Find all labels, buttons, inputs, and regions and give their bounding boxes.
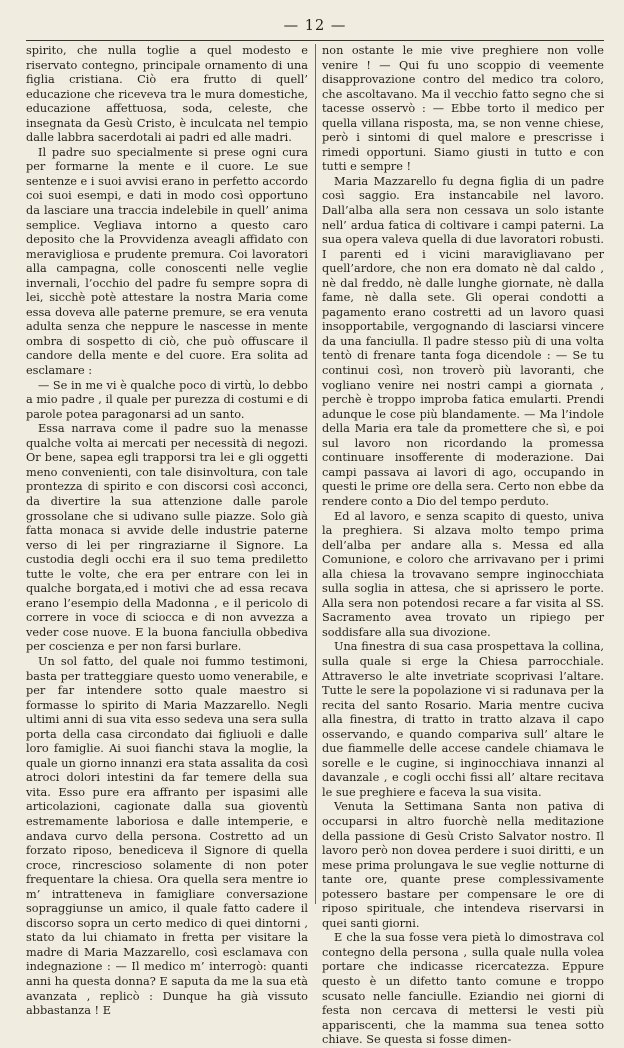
paragraph: Maria Mazzarello fu degna figlia di un padre così saggio. Era instancabile nel lavoro. Dall’alba alla sera non cessava un solo istante nell’ ardua fatica di coltivare i campi paterni. La sua opera valeva quella di due lavoratori robusti. I parenti ed i vicini maravigliavano per quell’ardore, che non era domato nè dal caldo , nè dal freddo, nè dalle lunghe giornate, nè dalla fame, nè dalla sete. Gli operai condotti a pagamento erano costretti ad un lavoro quasi insopportabile, vergognando di lasciarsi vincere da una fanciulla. Il padre stesso più di una volta tentò di frenare tanta foga dicendole : — Se tu continui così, non troverò più lavoranti, che vogliano venire nei nostri campi a giornata , perchè è troppo improba fatica emularti. Prendi adunque le cose più blandamente. — Ma l’indole della Maria era tale da promettere che sì, e poi sul lavoro non ricordando la promessa continuare insofferente di moderazione. Dai campi passava ai lavori di ago, occupando in questi le prime ore della sera. Certo non ebbe da rendere conto a Dio del tempo perduto. (322, 174, 604, 508)
paragraph: Essa narrava come il padre suo la menasse qualche volta ai mercati per necessità di negozi. Or bene, sapea egli trapporsi tra lei e gli oggetti meno convenienti, con tale disinvoltura, con tale prontezza di spirito e con discorsi così acconci, da divertire la sua attenzione dalle parole grossolane che si udivano sulle piazze. Solo già fatta monaca si avvide delle industrie paterne verso di lei per ringraziarne il Signore. La custodia degli occhi era il suo tema prediletto tutte le volte, che era per entrare con lei in qualche borgata,ed i motivi che ad essa recava erano l’esempio della Madonna , e il pericolo di correre in voce di sciocca e di non avvezza a veder cose nuove. E la buona fanciulla obbediva per coscienza e per non farsi burlare. (26, 422, 308, 654)
paragraph: — Se in me vi è qualche poco di virtù, lo debbo a mio padre , il quale per purezza di costumi e di parole potea paragonarsi ad un santo. (26, 378, 308, 421)
text-columns (26, 44, 604, 1047)
paragraph: E che la sua fosse vera pietà lo dimostrava col contegno della persona , sulla quale nulla volea portare che indicasse ricercatezza. Eppure questo è un difetto tanto comune e troppo scusato nelle fanciulle. Eziandio nei giorni di festa non cercava di mettersi le vesti più appariscenti, che la mamma sua tenea sotto chiave. Se questa si fosse dimen- (322, 931, 604, 1047)
page-number: — 12 — (283, 18, 347, 34)
right-column (322, 44, 604, 1047)
paragraph: Ed al lavoro, e senza scapito di questo, univa la preghiera. Si alzava molto tempo prima dell’alba per andare alla s. Messa ed alla Comunione, e coloro che arrivavano per i primi alla chiesa la trovavano sempre inginocchiata sulla soglia in attesa, che si aprissero le porte. Alla sera non potendosi recare a far visita al SS. Sacramento avea trovato un ripiego per soddisfare alla sua divozione. (322, 509, 604, 639)
paragraph: Una finestra di sua casa prospettava la collina, sulla quale si erge la Chiesa parrocchiale. Attraverso le alte invetriate scoprivasi l’altare. Tutte le sere la popolazione vi si radunava per la recita del santo Rosario. Maria mentre cuciva alla finestra, di tratto in tratto alzava il capo osservando, e quando compariva sull’ altare le due fiammelle delle accese candele chiamava le sorelle e le cugine, si inginocchiava innanzi al davanzale , e cogli occhi fissi all’ altare recitava le sue preghiere e faceva la sua visita. (322, 640, 604, 799)
paragraph: Venuta la Settimana Santa non pativa di occuparsi in altro fuorchè nella meditazione della passione di Gesù Cristo Salvator nostro. Il lavoro però non dovea perdere i suoi diritti, e un mese prima prolungava le sue veglie notturne di tante ore, quante prese complessivamente potessero bastare per compensare le ore di riposo spirituale, che intendeva riservarsi in quei santi giorni. (322, 800, 604, 930)
paragraph: non ostante le mie vive preghiere non volle venire ! — Qui fu uno scoppio di veemente disapprovazione contro del medico tra coloro, che ascoltavano. Ma il vecchio fatto segno che si tacesse osservò : — Ebbe torto il medico per quella villana risposta, ma, se non venne chiese, però i sintomi di quel malore e prescrisse i rimedi opportuni. Siamo giusti in tutto e con tutti e sempre ! (322, 44, 604, 174)
paragraph: spirito, che nulla toglie a quel modesto e riservato contegno, principale ornamento di una figlia cristiana. Ciò era frutto di quell’ educazione che riceveva tra le mura domestiche, educazione affettuosa, soda, celeste, che insegnata da Gesù Cristo, è inculcata nel tempio dalle labbra sacerdotali ai padri ed alle madri. (26, 44, 308, 145)
header-rule (26, 40, 604, 41)
left-column (26, 44, 308, 1018)
column-divider (315, 44, 316, 904)
paragraph: Il padre suo specialmente si prese ogni cura per formarne la mente e il cuore. Le sue sentenze e i suoi avvisi erano in perfetto accordo coi suoi esempi, e dati in modo così opportuno da lasciare una traccia indelebile in quell’ anima semplice. Vegliava intorno a questo caro deposito che la Provvidenza aveagli affidato con meravigliosa e prudente premura. Coi lavoratori alla campagna, colle conoscenti nelle veglie invernali, l’occhio del padre fu sempre sopra di lei, sicchè potè attestare la nostra Maria come essa doveva alle paterne premure, se era venuta adulta senza che neppure le nascesse in mente ombra di sospetto di ciò, che può offuscare il candore della mente e del cuore. Era solita ad esclamare : (26, 145, 308, 378)
paragraph: Un sol fatto, del quale noi fummo testimoni, basta per tratteggiare questo uomo venerabile, e per far intendere sotto quale maestro si formasse lo spirito di Maria Mazzarello. Negli ultimi anni di sua vita esso sedeva una sera sulla porta della casa circondato dai figliuoli e dalle loro famiglie. Ai suoi fianchi stava la moglie, la quale un giorno innanzi era stata assalita da così atroci dolori intestini da far temere della sua vita. Esso pure era affranto per ispasimi alle articolazioni, cagionate dalla sua gioventù estremamente laboriosa e dalle intemperie, e andava curvo della persona. Costretto ad un forzato riposo, benediceva il Signore di quella croce, rincrescioso solamente di non poter frequentare la chiesa. Ora quella sera mentre io m’ intratteneva in famigliare conversazione sopraggiunse un amico, il quale fatto cadere il discorso sopra un certo medico di quei dintorni , stato da lui chiamato in fretta per visitare la madre di Maria Mazzarello, così esclamava con indegnazione : — Il medico m’ interrogò: quanti anni ha questa donna? E saputa da me la sua età avanzata , replicò : Dunque ha già vissuto abbastanza ! E (26, 654, 308, 1018)
